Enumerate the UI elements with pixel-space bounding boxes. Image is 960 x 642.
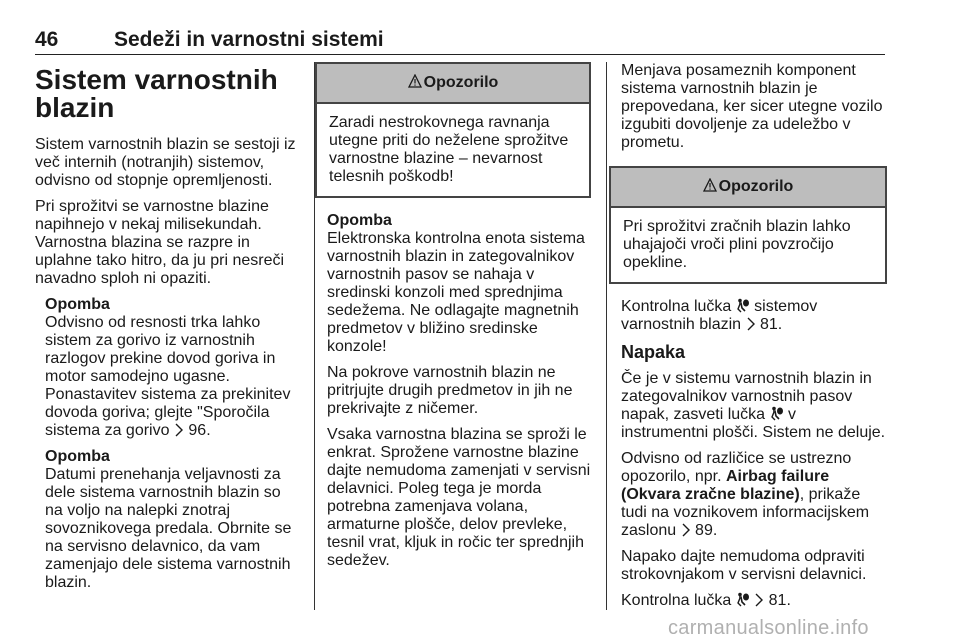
page-reference[interactable]: 89. [695,522,718,539]
page-reference[interactable]: 81. [759,316,783,333]
note-block [45,448,300,592]
note-title: Opomba [45,448,110,465]
text-fragment: sistemov varnostnih blazin [621,298,818,333]
airbag-warning-icon [770,406,784,421]
paragraph: Pri sprožitvi se varnostne blazine napihnejo v nekaj milisekundah. Varnostna blazina se razpre in uplahne tako hitro, da ju pri nesreči navadno sploh ni opaziti. [35,198,285,287]
warning-header [611,168,885,208]
text-fragment: Odvisno od različice se ustrezno opozorilo, npr. [621,450,852,485]
chapter-title: Sedeži in varnostni sistemi [114,28,384,51]
page-reference-icon [681,523,691,537]
paragraph [621,370,887,442]
warning-title: Opozorilo [423,74,499,91]
warning-title: Opozorilo [718,178,794,195]
paragraph: Napako dajte nemudoma odpraviti strokovnjakom v servisni delavnici. [621,548,867,583]
column-3 [621,62,887,618]
note-block [327,212,591,356]
text-fragment: v instrumentni plošči. Sistem ne deluje. [621,406,886,441]
text-fragment: Kontrolna lučka [621,298,736,315]
warning-text: Pri sprožitvi zračnih blazin lahko uhajajoči vroči plini povzročijo opekline. [623,218,851,271]
warning-box [609,166,887,284]
warning-triangle-icon [408,65,422,79]
warning-header [317,64,589,104]
paragraph: Na pokrove varnostnih blazin ne pritrjujte drugih predmetov in jih ne prekrivajte z ničemer. [327,364,573,417]
page-header [35,28,885,55]
page-reference-icon [174,423,184,437]
paragraph [621,298,887,334]
text-fragment: Če je v sistemu varnostnih blazin in zategovalnikov varnostnih pasov napak, zasveti lučka [621,370,872,423]
note-title: Opomba [45,296,110,313]
page-reference-icon [754,593,764,607]
note-text: Datumi prenehanja veljavnosti za dele sistema varnostnih blazin so na voljo na nalepki znotraj sovoznikovega predala. Obrnite se na servisno delavnico, da vam zamenjajo dele sistema varnostnih blazin. [45,466,292,591]
note-title: Opomba [327,212,392,229]
warning-text: Zaradi nestrokovnega ravnanja utegne priti do neželene sprožitve varnostne blazine – nevarnost telesnih poškodb! [329,114,569,185]
display-message: Airbag failure (Okvara zračne blazine) [621,468,830,503]
page-reference-icon [746,317,756,331]
paragraph: Menjava posameznih komponent sistema varnostnih blazin je prepovedana, ker sicer utegne vozilo izgubiti dovoljenje za udeležbo v prometu. [621,62,883,151]
column-divider [606,62,607,610]
section-heading: Napaka [621,342,686,362]
paragraph: Sistem varnostnih blazin se sestoji iz več internih (notranjih) sistemov, odvisno od stopnje opremljenosti. [35,136,296,189]
paragraph [621,450,887,540]
paragraph: Vsaka varnostna blazina se sproži le enkrat. Sprožene varnostne blazine dajte nemudoma zamenjati v servisni delavnici. Poleg tega je morda potrebna zamenjava volana, armaturne plošče, delov prevleke, tesnil vrat, kljuk in ročic ter sprednjih sedežev. [327,426,591,569]
page-number: 46 [35,28,59,51]
column-1 [35,62,300,600]
text-fragment: Kontrolna lučka [621,592,736,609]
page-reference[interactable]: 96. [188,422,211,439]
column-2 [327,62,591,578]
watermark: carmanualsonline.info [668,617,869,639]
page-reference[interactable]: 81. [768,592,791,609]
warning-box [315,62,591,198]
note-block [45,296,300,440]
paragraph [621,592,887,610]
warning-triangle-icon [703,169,717,183]
text-fragment: , prikaže tudi na voznikovem informacijskem zaslonu [621,486,870,539]
airbag-warning-icon [736,592,750,607]
section-heading: Sistem varnostnih blazin [35,64,278,123]
airbag-warning-icon [736,298,750,313]
note-text: Elektronska kontrolna enota sistema varnostnih blazin in zategovalnikov varnostnih pasov se nahaja v sredinski konzoli med sprednjima sedežema. Ne odlagajte magnetnih predmetov v bližino sredinske konzole! [327,230,585,355]
note-text: Odvisno od resnosti trka lahko sistem za gorivo iz varnostnih razlogov prekine dovod goriva in motor samodejno ugasne. Ponastavitev sistema za prekinitev dovoda goriva; glejte "Sporočila sistema za gorivo [45,314,291,439]
